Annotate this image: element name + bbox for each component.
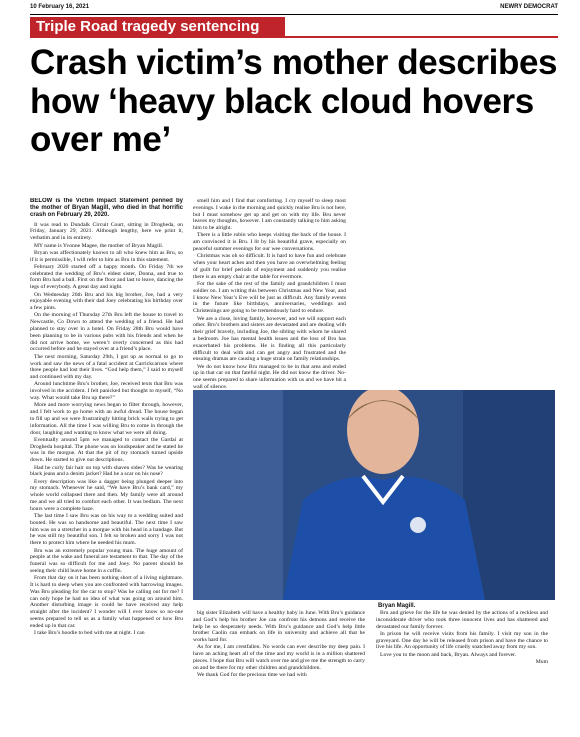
paragraph: We thank God for the precious time we had with: [197, 672, 307, 679]
paragraph: Bryan was affectionately known to all who knew him as Bru, so if it is permissible, I will refer to him as Bru in this statement.: [30, 249, 183, 263]
headline: Crash victim’s mother describes how ‘heavy black cloud hovers over me’: [30, 43, 558, 159]
photo-caption: Bryan Magill.: [378, 603, 416, 609]
paragraph: I take Bru’s hoodie to bed with me at night. I can: [34, 630, 145, 637]
paragraph: Every description was like a dagger being plunged deeper into my stomach. Whenever he said, “We have Bru’s bank card,” my whole world collapsed there and then. My family were all around me and we all tried to comfort each other. It was bedlam. The next hours were a complete haze.: [30, 478, 183, 512]
paragraph: The last time I saw Bru was on his way to a wedding suited and booted. He was so handsome and beautiful. The next time I saw him was on a stretcher in a morgue with his head in a bandage. But he was still my beautiful son. I felt so broken and sorry I was not there to protect him where he needed his mum.: [30, 513, 183, 547]
paragraph: Had he curly fair hair on top with shaven sides? Was he wearing black jeans and a denim jacket? Had he a scar on his nose?: [30, 464, 183, 478]
folio-publication: NEWRY DEMOCRAT: [500, 4, 558, 10]
article-column-1: [30, 198, 183, 734]
paragraph: Around lunchtime Bru’s brother, Joe, received texts that Bru was involved in the accident. I felt panicked but thought to myself, “No way. What would take Bru up there?”: [30, 381, 183, 402]
paragraph: On the morning of Thursday 27th Bru left the house to travel to Newcastle, Co Down to attend the wedding of a friend. He had planned to stay over in a hotel. On Friday 28th Bru would have been planning to be in various pubs with his friends and when he did not arrive home, we weren’t overly concerned as this had occurred before and he stayed over at a friend’s place.: [30, 312, 183, 353]
paragraph: Bru was an extremely popular young man. The huge amount of people at the wake and funeral are testament to that. The day of the funeral was so difficult for me and Joey. No parent should be seeing their child leave home in a coffin.: [30, 547, 183, 574]
paragraph: In prison he will receive visits from his family. I visit my son in the graveyard. One day he will be released from prison and have the chance to live his life. An opportunity of life cruelly snatched away from my son.: [376, 630, 548, 651]
paragraph: Christmas was oh so difficult. It is hard to have fun and celebrate when your heart aches and then you have an overwhelming feeling of guilt for brief periods of enjoyment and suddenly you realise there is an empty chair at the table for evermore.: [193, 253, 346, 280]
paragraph: Bru and grieve for the life he was denied by the actions of a reckless and inconsiderate driver who took three innocent lives and has shattered and devastated our family forever.: [376, 610, 548, 630]
article-column-2-continued: [193, 610, 365, 736]
paragraph: On Wednesday 26th Bru and his big brother, Joe, had a very enjoyable evening with their dad Joey celebrating his birthday over a few pints.: [30, 291, 183, 312]
paragraph: Love you to the moon and back, Bryan. Always and forever.: [380, 651, 517, 658]
section-kicker: Triple Road tragedy sentencing: [30, 17, 285, 37]
signoff: Mum: [535, 659, 548, 666]
paragraph: For the sake of the rest of the family and grandchildren I must soldier on. I am writing this between Christmas and New Year, and I know New Year’s Eve will be just as difficult. Any family events in the future like birthdays, anniversaries, weddings and Christenings are going to be tremendously hard to endure.: [193, 281, 346, 315]
paragraph: We are a close, loving family, however, and we will support each other. Bru’s brothers and sisters are devastated and are dealing with their grief bravely, including Joe, the sibling with whom he shared a bedroom. Joe has mental health issues and the loss of Bru has exacerbated his problems. He is finding all this particularly difficult to deal with and can get angry and frustrated and the ensuing dramas are causing a huge strain on family relationships.: [193, 315, 346, 363]
victim-photo: [193, 390, 555, 600]
paragraph: More and more worrying news began to filter through, however, and I felt work to go home with an awful dread. The house began to fill up and we were frustratingly hitting brick walls trying to get information. All the time I was willing Bru to come in through the door, laughing and wanting to know what we were all doing.: [30, 402, 183, 436]
paragraph: MY name is Yvonne Magee, the mother of Bryan Magill.: [34, 242, 164, 249]
paragraph: Eventually around 5pm we managed to contact the Gardaí at Drogheda hospital. The phone was on loudspeaker and he stated he was in the morgue. At that the pit of my stomach turned upside down. He started to give out descriptions.: [30, 436, 183, 464]
page-folio: [30, 4, 558, 15]
paragraph: From that day on it has been nothing short of a living nightmare. It is hard to sleep when you are confronted with harrowing images. Was Bru pleading for the car to stop? Was he calling out for me? I can only hope he had no idea of what was going on around him. Another disturbing image is could he have received any help straight after the incident? I wonder will I ever know so no-one seems prepared to tell us as a family what happened or how Bru ended up in that car.: [30, 575, 183, 629]
column-2-continued-body: [193, 610, 365, 679]
standfirst: BELOW is the Victim Impact Statement penned by the mother of Bryan Magill, who died in that horrific crash on February 29, 2020.: [30, 198, 183, 219]
paragraph: As for me, I am crestfallen. No words can ever describe my deep pain. I have an aching heart all of the time and my world is in a million shattered pieces. I hope that Bru will watch over me and give me the strength to carry on and be there for my other children and grandchildren.: [193, 644, 365, 671]
article-column-3-continued: [376, 610, 548, 736]
paragraph: There is a little robin who keeps visiting the back of the house. I am convinced it is Bru. I lit by his beautiful grave, especially on peaceful summer evenings for our wee conversations.: [193, 232, 346, 253]
paragraph: February 2020 started off a happy month. On Friday 7th we celebrated the wedding of Bru’s eldest sister, Donna, and true to form Bru had a ball. First on the floor and last to leave, dancing the legs of everybody. A great day and night.: [30, 263, 183, 291]
paragraph: The next morning, Saturday 29th, I got up as normal to go to work and saw the news of a fatal accident at Carrickcarnon where three people had lost their lives. “God help them,” I said to myself and continued with my day.: [30, 353, 183, 381]
column-1-body: [30, 222, 183, 637]
paragraph: smell him and I find that comforting. I cry myself to sleep most evenings. I wake in the morning and quickly realise Bru is not here, but I must somehow get up and get on with my life. Bru never leaves my thoughts, however. I am constantly talking to him asking him to be alright.: [193, 198, 346, 232]
paragraph: big sister Elizabeth will have a healthy baby in June. With Bru’s guidance and God’s help his brother Joe can confront his demons and receive the help he so desperately needs. With Bru’s guidance and God’s help little brother Caolin can embark on life in university and achieve all that he works hard for.: [193, 610, 365, 644]
photo-illustration: [193, 390, 555, 600]
paragraph: It was read to Dundalk Circuit Court, sitting in Drogheda, on Friday, January 29, 2021. Although lengthy, here we print it, verbatim and in its entirety.: [30, 221, 183, 242]
kicker-rule: [30, 36, 558, 38]
folio-date: 10 February 16, 2021: [30, 4, 90, 10]
column-3-continued-body: [376, 610, 548, 659]
paragraph: We do not know how Bru managed to be in that area and ended up in that car on that fateful night. He did not know the driver. No-one seems prepared to share information with us and we have hit a wall of silence.: [193, 363, 346, 391]
